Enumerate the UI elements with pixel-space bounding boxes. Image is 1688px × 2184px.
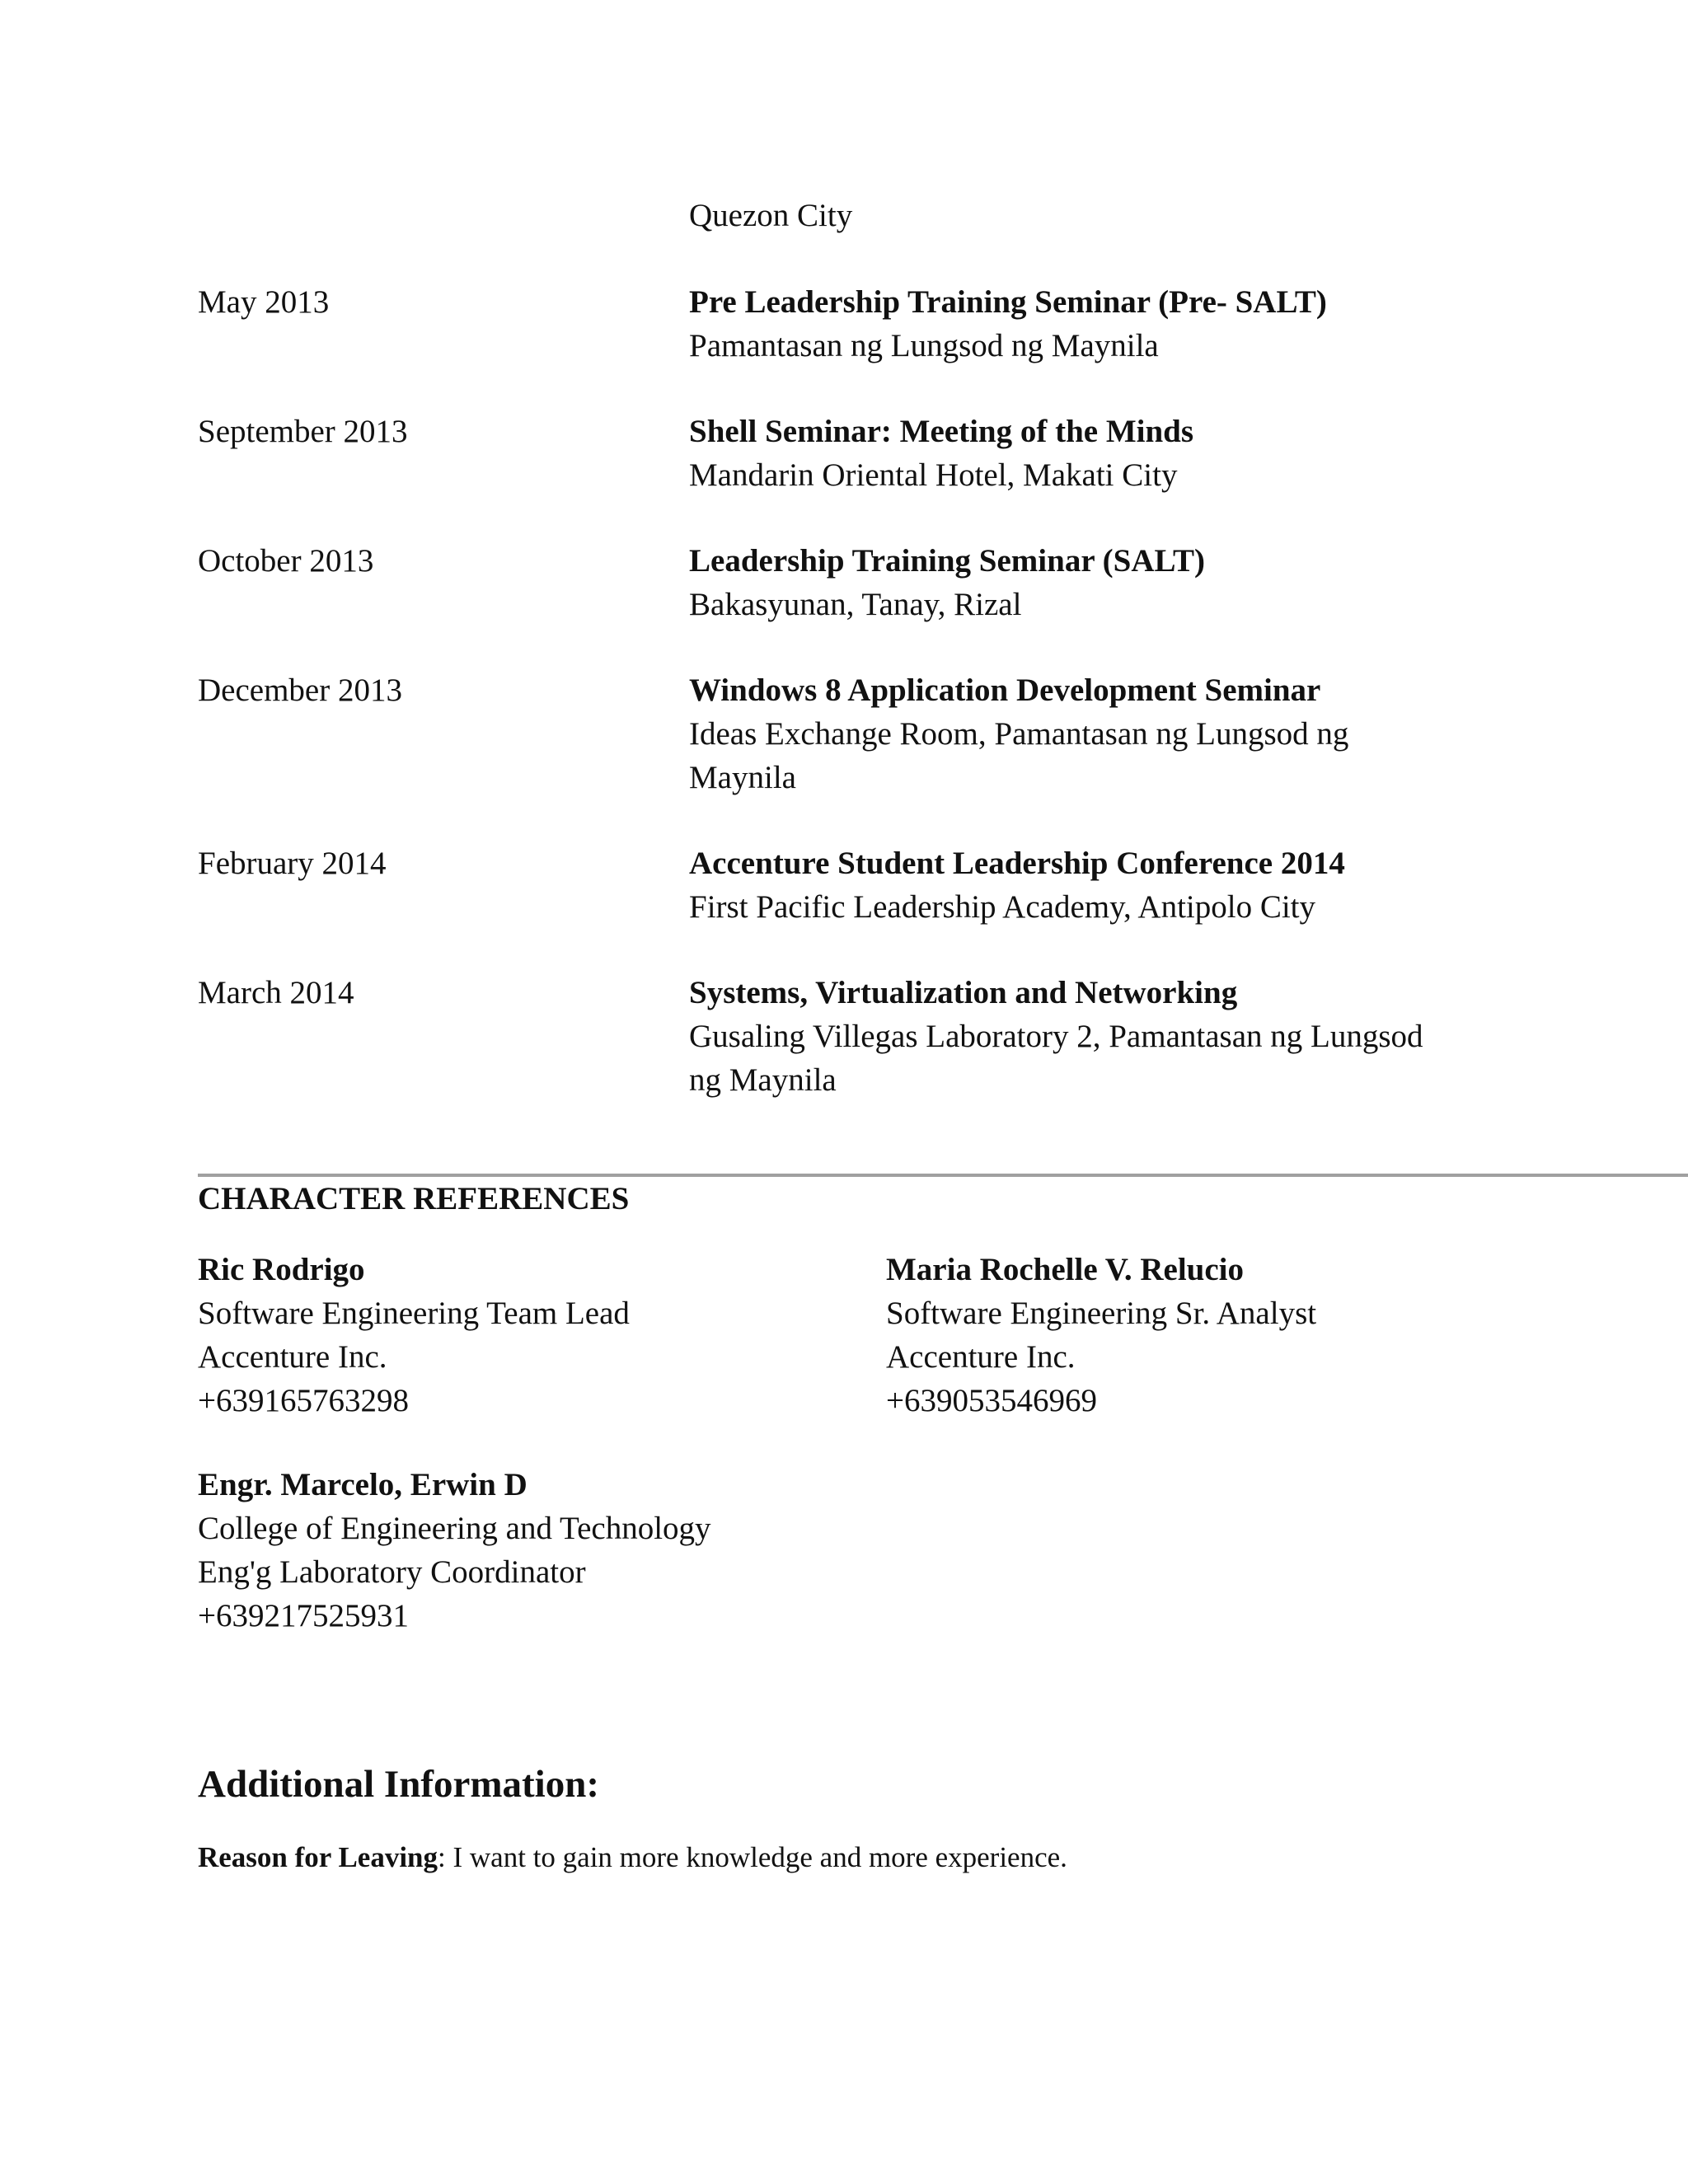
seminar-title: Pre Leadership Training Seminar (Pre- SALT) <box>689 284 1327 320</box>
reference-title: Software Engineering Team Lead <box>198 1296 630 1331</box>
seminar-entry <box>689 668 1348 799</box>
seminar-location: First Pacific Leadership Academy, Antipolo City <box>689 889 1316 925</box>
seminar-entry <box>689 971 1423 1102</box>
seminar-location: Ideas Exchange Room, Pamantasan ng Lungsod ng <box>689 716 1349 752</box>
reference-company: Accenture Inc. <box>198 1339 387 1375</box>
seminar-title: Systems, Virtualization and Networking <box>689 975 1238 1010</box>
seminar-date: March 2014 <box>198 975 354 1010</box>
reference-phone: +639165763298 <box>198 1383 409 1418</box>
reference-title: Eng'g Laboratory Coordinator <box>198 1554 586 1590</box>
seminar-location: Mandarin Oriental Hotel, Makati City <box>689 457 1178 493</box>
seminar-location: Pamantasan ng Lungsod ng Maynila <box>689 328 1159 363</box>
seminar-location: Bakasyunan, Tanay, Rizal <box>689 587 1022 622</box>
reference-department: College of Engineering and Technology <box>198 1511 711 1546</box>
seminar-title: Leadership Training Seminar (SALT) <box>689 543 1205 579</box>
seminar-date: February 2014 <box>198 846 387 881</box>
reason-label: Reason for Leaving <box>198 1841 438 1873</box>
reference-name: Engr. Marcelo, Erwin D <box>198 1467 528 1502</box>
reference-phone: +639217525931 <box>198 1598 409 1633</box>
seminar-entry <box>689 539 1205 626</box>
seminar-date: December 2013 <box>198 673 402 708</box>
reference-card <box>198 1248 630 1422</box>
seminar-location: Maynila <box>689 760 796 795</box>
reference-phone: +639053546969 <box>886 1383 1097 1418</box>
seminar-title: Accenture Student Leadership Conference 2014 <box>689 846 1345 881</box>
reference-name: Maria Rochelle V. Relucio <box>886 1252 1244 1287</box>
seminar-location: ng Maynila <box>689 1062 837 1098</box>
additional-info-heading: Additional Information: <box>198 1763 600 1806</box>
reason-for-leaving <box>198 1838 1067 1877</box>
reason-text: : I want to gain more knowledge and more experience. <box>438 1841 1067 1873</box>
reference-company: Accenture Inc. <box>886 1339 1076 1375</box>
seminar-entry <box>689 280 1327 368</box>
reference-card <box>886 1248 1316 1422</box>
seminar-location: Gusaling Villegas Laboratory 2, Pamantasan ng Lungsod <box>689 1019 1423 1054</box>
reference-title: Software Engineering Sr. Analyst <box>886 1296 1317 1331</box>
seminar-entry <box>689 841 1345 929</box>
reference-name: Ric Rodrigo <box>198 1252 365 1287</box>
seminar-date: October 2013 <box>198 543 374 579</box>
seminar-date: May 2013 <box>198 284 330 320</box>
seminar-date: September 2013 <box>198 414 408 449</box>
references-heading: CHARACTER REFERENCES <box>198 1181 630 1216</box>
reference-card <box>198 1463 711 1638</box>
seminar-title: Windows 8 Application Development Seminar <box>689 673 1321 708</box>
seminar-entry <box>689 410 1193 497</box>
seminar-title: Shell Seminar: Meeting of the Minds <box>689 414 1194 449</box>
continued-location: Quezon City <box>689 198 853 233</box>
